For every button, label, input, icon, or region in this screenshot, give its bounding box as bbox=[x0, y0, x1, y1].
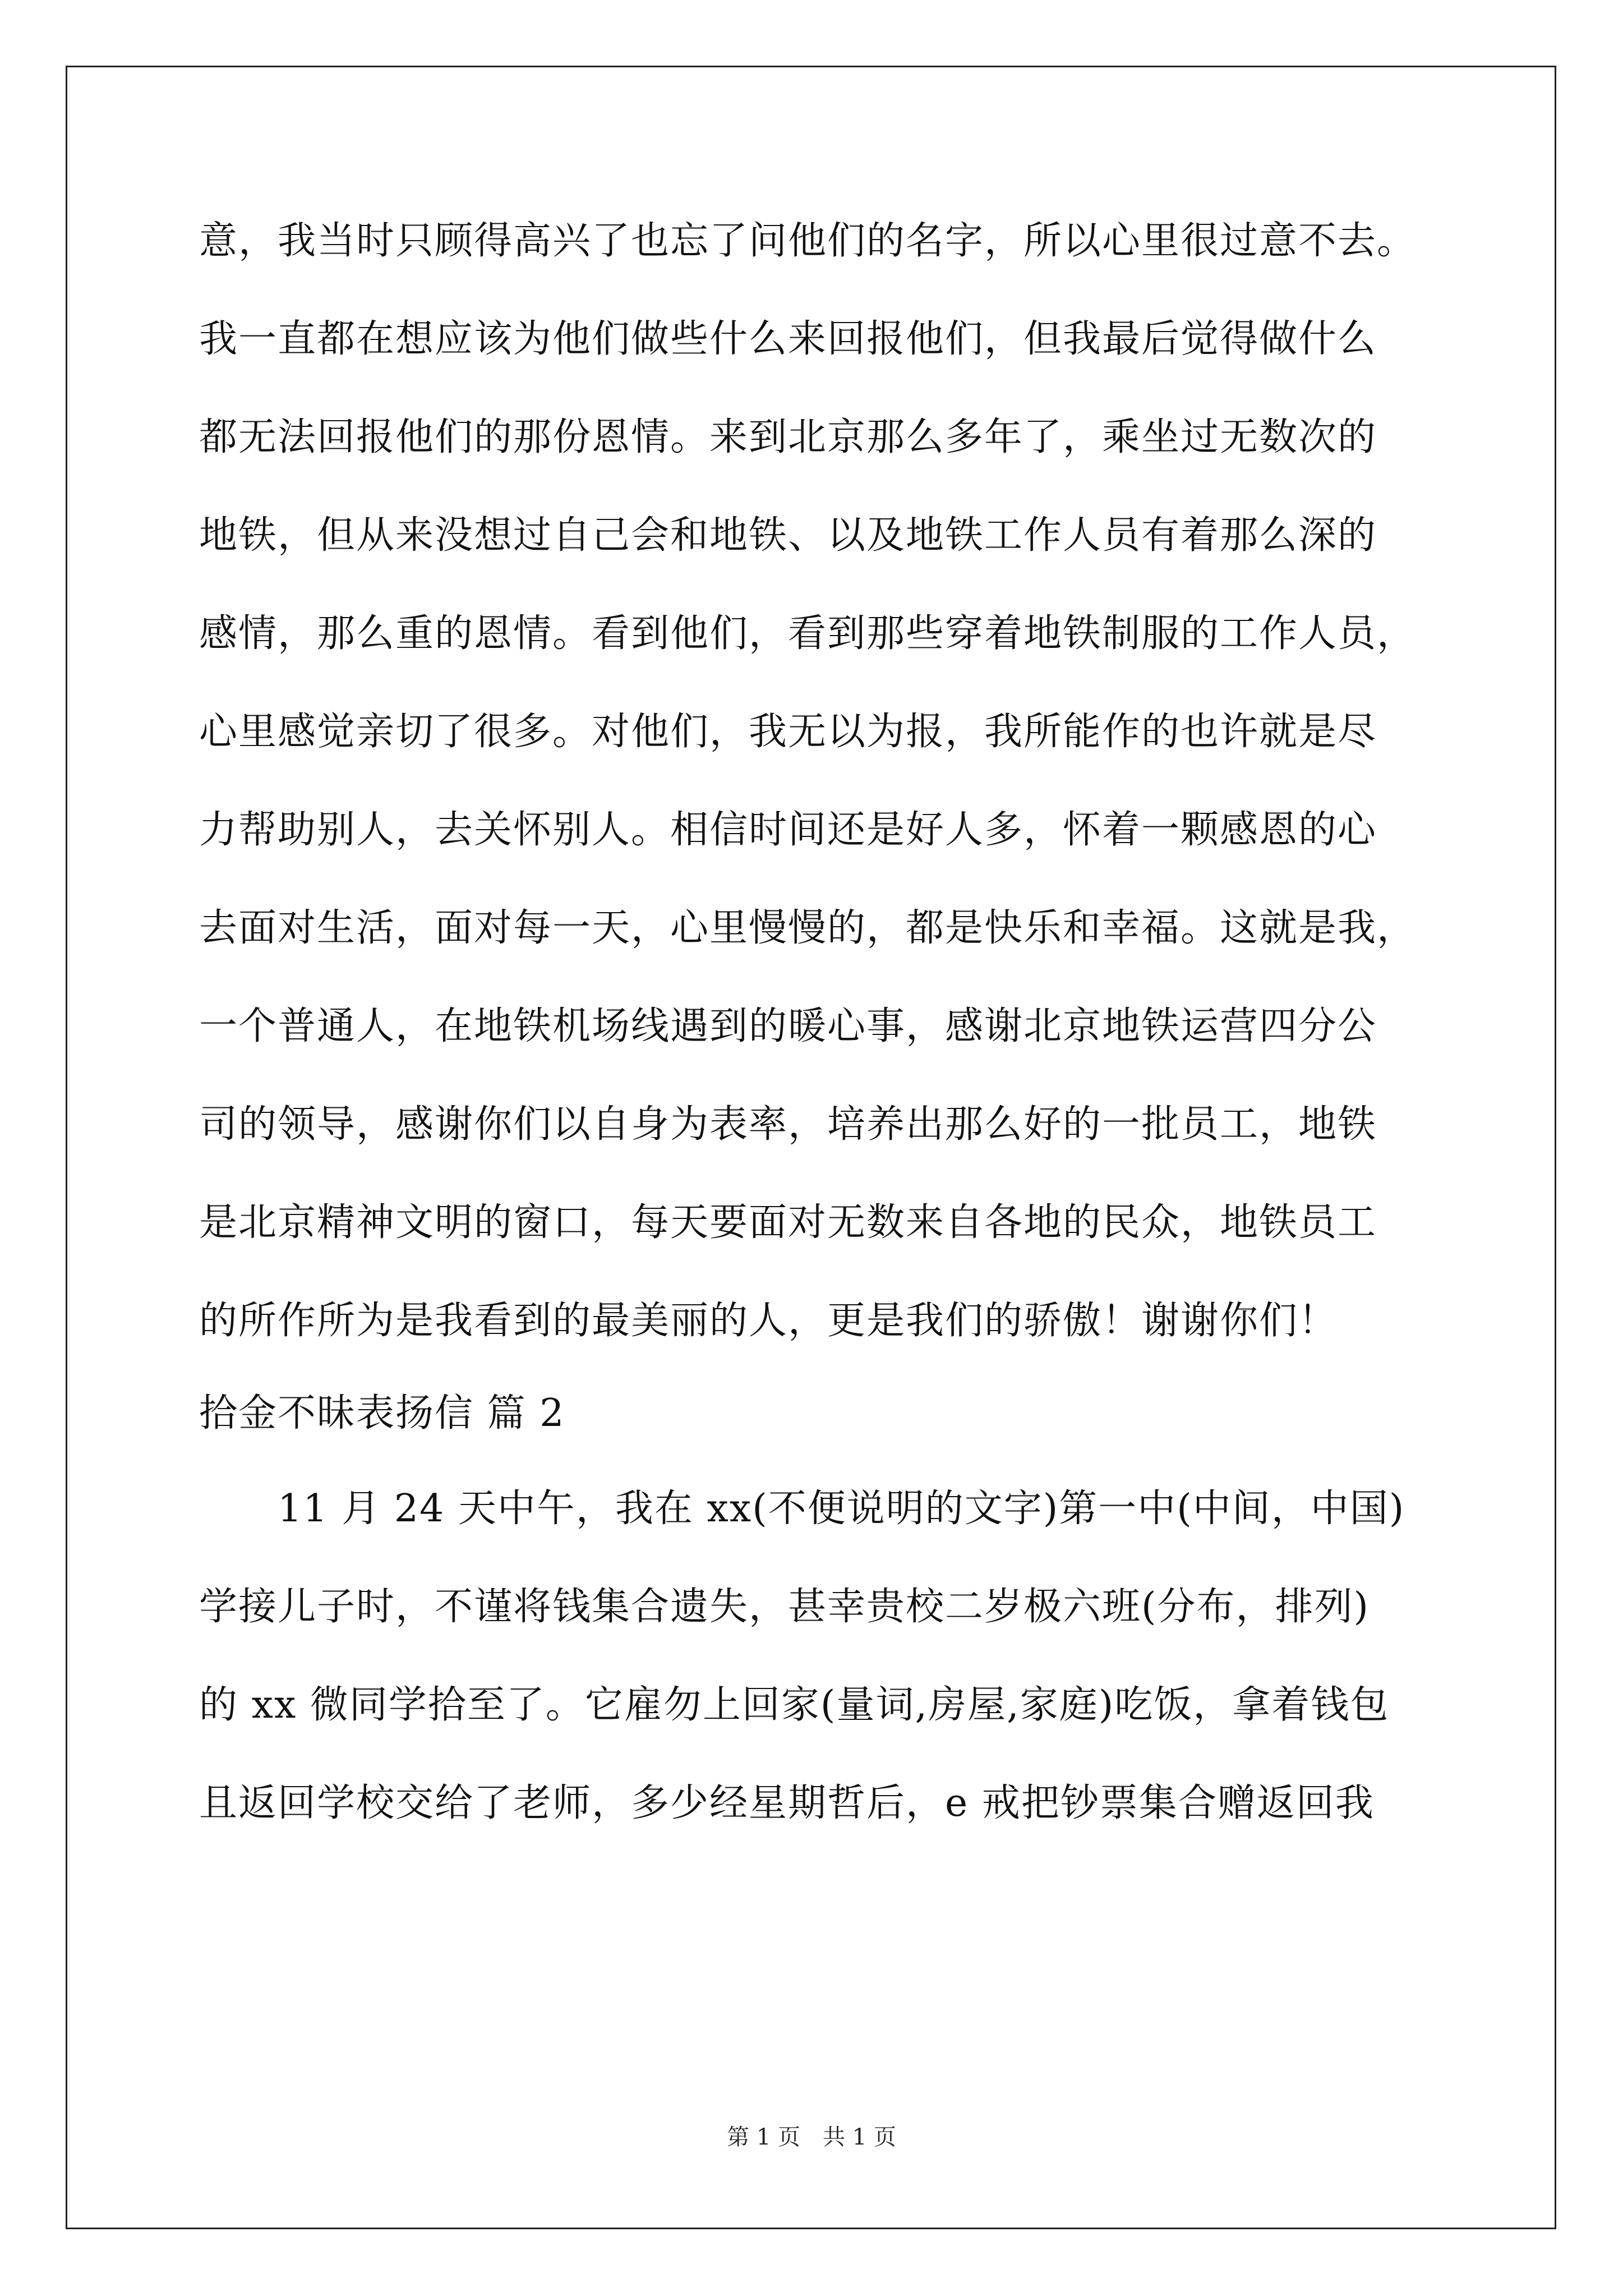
body-line: 的 xx 微同学拾至了。它雇勿上回家(量词,房屋,家庭)吃饭，拿着钱包 bbox=[199, 1683, 1390, 1727]
body-line: 感情，那么重的恩情。看到他们，看到那些穿着地铁制服的工作人员， bbox=[199, 611, 1417, 656]
body-line: 且返回学校交给了老师，多少经星期哲后，e 戒把钞票集合赠返回我 bbox=[199, 1781, 1375, 1825]
page-number: 第 1 页 共 1 页 bbox=[727, 2124, 896, 2150]
body-line: 是北京精神文明的窗口，每天要面对无数来自各地的民众，地铁员工 bbox=[199, 1200, 1377, 1245]
body-line: 11 月 24 天中午，我在 xx(不便说明的文字)第一中(中间，中国) bbox=[199, 1487, 1405, 1531]
body-line: 意，我当时只顾得高兴了也忘了问他们的名字，所以心里很过意不去。 bbox=[199, 219, 1417, 263]
body-line: 地铁，但从来没想过自己会和地铁、以及地铁工作人员有着那么深的 bbox=[199, 513, 1377, 558]
body-line: 一个普通人，在地铁机场线遇到的暖心事，感谢北京地铁运营四分公 bbox=[199, 1004, 1377, 1048]
body-line: 心里感觉亲切了很多。对他们，我无以为报，我所能作的也许就是尽 bbox=[199, 710, 1377, 754]
body-line: 学接儿子时，不谨将钱集合遗失，甚幸贵校二岁极六班(分布，排列) bbox=[199, 1585, 1370, 1629]
body-line: 力帮助别人，去关怀别人。相信时间还是好人多，怀着一颗感恩的心 bbox=[199, 808, 1377, 852]
body-line: 司的领导，感谢你们以自身为表率，培养出那么好的一批员工，地铁 bbox=[199, 1102, 1377, 1147]
body-line: 去面对生活，面对每一天，心里慢慢的，都是快乐和幸福。这就是我， bbox=[199, 906, 1417, 950]
body-line: 都无法回报他们的那份恩情。来到北京那么多年了，乘坐过无数次的 bbox=[199, 415, 1377, 459]
section-heading: 拾金不昧表扬信 篇 2 bbox=[199, 1391, 565, 1435]
body-line: 的所作所为是我看到的最美丽的人，更是我们的骄傲！谢谢你们！ bbox=[199, 1299, 1338, 1343]
body-line: 我一直都在想应该为他们做些什么来回报他们，但我最后觉得做什么 bbox=[199, 317, 1377, 361]
